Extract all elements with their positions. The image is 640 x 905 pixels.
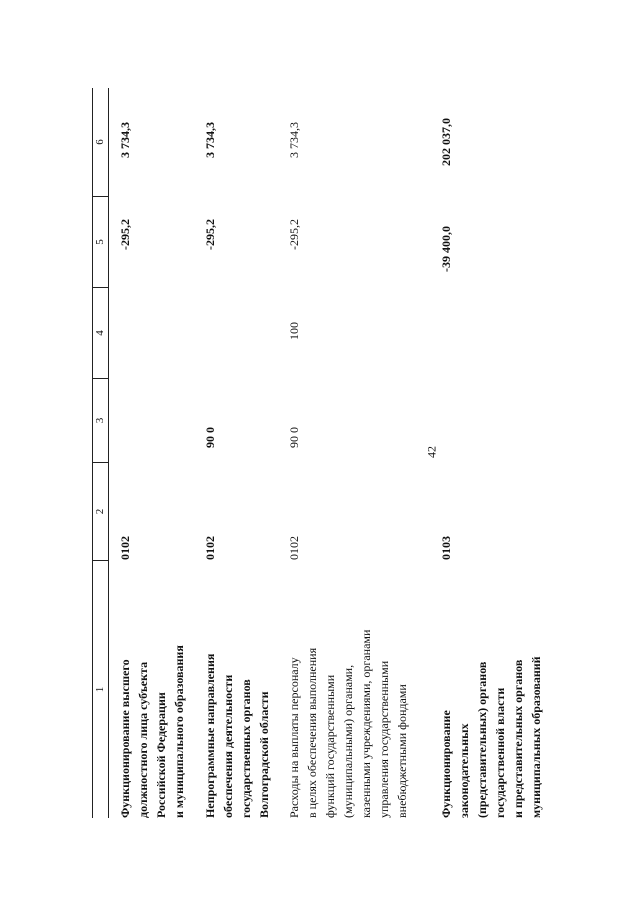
- row-name-line: казенными учреждениями, органами: [359, 629, 373, 818]
- header-col-3: 3: [92, 378, 108, 462]
- row-total-cell: 3 734,3: [203, 122, 217, 158]
- row-name-line: и муниципального образования: [172, 645, 186, 818]
- row-change-cell: -39 400,0: [439, 226, 453, 272]
- row-name-line: должностного лица субъекта: [136, 661, 150, 818]
- row-code-cell: 0102: [118, 536, 132, 560]
- row-name-line: Функционирование: [439, 710, 453, 818]
- table-header-row: [92, 88, 109, 818]
- table-row-name: [437, 588, 545, 818]
- row-target-cell: 90 0: [287, 427, 301, 448]
- row-name-line: управления государственными: [377, 660, 391, 818]
- row-name-line: (представительных) органов: [475, 661, 489, 818]
- page-number: 42: [424, 446, 439, 458]
- header-col-1: 1: [92, 560, 108, 818]
- row-total-cell: 3 734,3: [118, 122, 132, 158]
- row-name-line: Непрограммные направления: [203, 653, 217, 818]
- row-name-line: обеспечения деятельности: [221, 674, 235, 818]
- row-name-line: Российской Федерации: [154, 692, 168, 818]
- row-name-line: государственной власти: [493, 687, 507, 818]
- table-row-name: [285, 588, 411, 818]
- row-name-line: законодательных: [457, 723, 471, 818]
- budget-table: [92, 88, 562, 818]
- row-change-cell: -295,2: [287, 219, 301, 250]
- row-total-cell: 202 037,0: [439, 118, 453, 166]
- row-name-line: и представительных органов: [511, 659, 525, 818]
- row-type-cell: 100: [287, 322, 301, 340]
- header-col-4: 4: [92, 287, 108, 378]
- row-name-line: Волгоградской области: [257, 691, 271, 818]
- table-row-name: [116, 588, 188, 818]
- row-code-cell: 0103: [439, 536, 453, 560]
- row-name-line: Функционирование высшего: [118, 659, 132, 818]
- header-col-5: 5: [92, 196, 108, 287]
- row-change-cell: -295,2: [203, 219, 217, 250]
- row-name-line: внебюджетными фондами: [395, 684, 409, 818]
- header-col-2: 2: [92, 462, 108, 560]
- row-name-line: (муниципальными) органами,: [341, 664, 355, 818]
- row-name-line: функций государственными: [323, 674, 337, 818]
- row-name-line: муниципальных образований: [529, 656, 543, 818]
- header-col-6: 6: [94, 139, 106, 145]
- row-code-cell: 0102: [203, 536, 217, 560]
- row-change-cell: -295,2: [118, 219, 132, 250]
- row-total-cell: 3 734,3: [287, 122, 301, 158]
- row-name-line: Расходы на выплаты персоналу: [287, 657, 301, 818]
- row-code-cell: 0102: [287, 536, 301, 560]
- row-name-line: государственных органов: [239, 679, 253, 818]
- row-name-line: в целях обеспечения выполнения: [305, 647, 319, 818]
- table-row-name: [201, 588, 273, 818]
- row-target-cell: 90 0: [203, 427, 217, 448]
